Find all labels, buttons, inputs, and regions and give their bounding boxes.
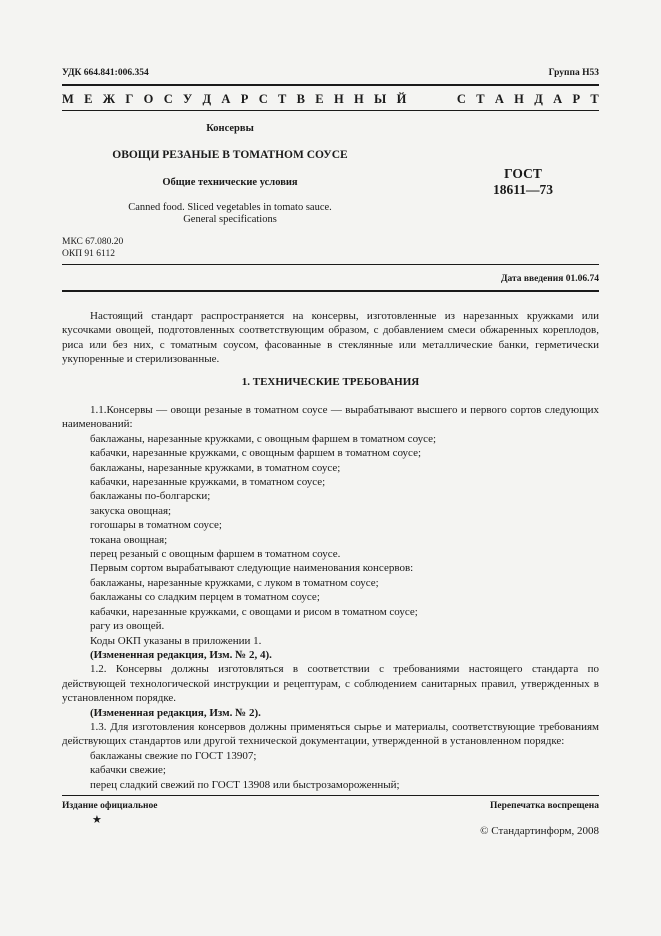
raw-materials-list <box>62 749 599 792</box>
banner-letter: Й <box>396 92 407 106</box>
udk-code: УДК 664.841:006.354 <box>62 68 149 78</box>
banner-letter: Д <box>202 92 212 106</box>
list-item: кабачки, нарезанные кружками, с овощами и рисом в томатном соусе; <box>90 605 418 618</box>
gost-label: ГОСТ <box>504 166 542 181</box>
list-item: кабачки, нарезанные кружками, с овощным фаршем в томатном соусе; <box>90 447 422 460</box>
banner-letter: А <box>221 92 231 106</box>
reprint-notice: Перепечатка воспрещена <box>489 801 599 811</box>
header-rule-bottom <box>62 110 599 111</box>
banner-letter: Г <box>125 92 134 106</box>
list-item: перец сладкий свежий по ГОСТ 13908 или быстрозамороженный; <box>90 778 400 791</box>
mks-code: МКС 67.080.20 <box>62 237 124 247</box>
intro-paragraph: Настоящий стандарт распространяется на консервы, изготовленные из нарезанных кружками или кусочками овощей, подготовленных соответствующим образом, с добавлением смеси обжаренных кореплодов, риса или без них, с томатным соусом, фасованные в стеклянные или металлические банки, герметически укупоренные и стерилизованные. <box>62 310 599 366</box>
list-item: баклажаны, нарезанные кружками, с луком в томатном соусе; <box>90 576 379 589</box>
banner-letter: Т <box>590 92 599 106</box>
section-body <box>62 403 599 792</box>
list-item: баклажаны, нарезанные кружками, с овощным фаршем в томатном соусе; <box>90 432 437 445</box>
clause-1-2: 1.2. Консервы должны изготовляться в соответствии с требованиями настоящего стандарта по действующей технологической инструкции и рецептурам, с соблюдением санитарных правил, утвержденных в установленном порядке. <box>62 663 599 705</box>
list-item: перец резаный с овощным фаршем в томатном соусе. <box>90 548 341 561</box>
amendment-note: (Измененная редакция, Изм. № 2, 4). <box>90 648 272 661</box>
banner-letter: С <box>456 92 466 106</box>
clause-1-1: 1.1.Консервы — овощи резаные в томатном соусе — вырабатывают высшего и первого сортов следующих наименований: <box>62 404 599 431</box>
list-item: кабачки свежие; <box>90 764 166 777</box>
document-title: ОВОЩИ РЕЗАНЫЕ В ТОМАТНОМ СОУСЕ <box>112 149 348 161</box>
banner-letter: Е <box>315 92 324 106</box>
banner-letter: А <box>494 92 504 106</box>
banner-letter: Д <box>534 92 543 106</box>
banner-letter: Р <box>572 92 581 106</box>
english-title-line2: General specifications <box>183 214 277 225</box>
first-grade-intro: Первым сортом вырабатывают следующие наименования консервов: <box>90 562 414 575</box>
meta-rule <box>62 264 599 265</box>
banner-letter: С <box>258 92 268 106</box>
list-item: кабачки, нарезанные кружками, в томатном соусе; <box>90 476 326 489</box>
standard-banner <box>62 92 599 107</box>
list-item: гогошары в томатном соусе; <box>90 519 222 532</box>
top-grade-list <box>62 432 599 562</box>
section-heading: 1. ТЕХНИЧЕСКИЕ ТРЕБОВАНИЯ <box>241 376 420 388</box>
banner-letter: У <box>183 92 193 106</box>
banner-gap <box>417 92 420 107</box>
list-item: закуска овощная; <box>90 504 172 517</box>
footer-rule <box>62 795 599 796</box>
star-mark: ★ <box>92 814 102 826</box>
gost-number: 18611—73 <box>492 182 553 197</box>
list-item: баклажаны по-болгарски; <box>90 490 211 503</box>
okp-note: Коды ОКП указаны в приложении 1. <box>90 634 262 647</box>
list-item: баклажаны со сладким перцем в томатном соусе; <box>90 591 320 604</box>
banner-letter: А <box>553 92 563 106</box>
banner-letter: С <box>163 92 173 106</box>
amendment-note: (Измененная редакция, Изм. № 2). <box>90 706 261 719</box>
banner-letter: Н <box>514 92 524 106</box>
subject-heading: Консервы <box>206 123 254 134</box>
english-title-line1: Canned food. Sliced vegetables in tomato sauce. <box>128 202 332 213</box>
banner-letter: Р <box>240 92 249 106</box>
banner-letter: Н <box>353 92 364 106</box>
banner-letter: О <box>143 92 154 106</box>
banner-letter: Е <box>84 92 93 106</box>
intro-section <box>62 309 599 367</box>
banner-gap <box>430 92 433 107</box>
copyright: © Стандартинформ, 2008 <box>480 825 599 837</box>
okp-code: ОКП 91 6112 <box>62 249 115 259</box>
banner-letter: Т <box>476 92 485 106</box>
group-code: Группа Н53 <box>548 68 599 78</box>
banner-letter: В <box>296 92 305 106</box>
banner-letter: Ы <box>374 92 387 106</box>
header-rule-top <box>62 84 599 86</box>
document-subtitle: Общие технические условия <box>162 177 298 188</box>
list-item: токана овощная; <box>90 533 168 546</box>
banner-letter: Т <box>278 92 287 106</box>
banner-gap <box>443 92 446 107</box>
clause-1-3: 1.3. Для изготовления консервов должны применяться сырье и материалы, соответствующие требованиям действующих стандартов или другой технической документации, утвержденной в установленном порядке: <box>62 720 599 748</box>
intro-date: Дата введения 01.06.74 <box>500 274 599 284</box>
list-item: баклажаны свежие по ГОСТ 13907; <box>90 749 257 762</box>
date-rule <box>62 290 599 292</box>
list-item: баклажаны, нарезанные кружками, в томатном соусе; <box>90 461 341 474</box>
official-edition: Издание официальное <box>62 801 158 811</box>
banner-letter: Ж <box>102 92 116 106</box>
banner-letter: Н <box>333 92 344 106</box>
banner-letter: М <box>62 92 74 106</box>
list-item: рагу из овощей. <box>90 620 165 633</box>
first-grade-list <box>62 576 599 634</box>
